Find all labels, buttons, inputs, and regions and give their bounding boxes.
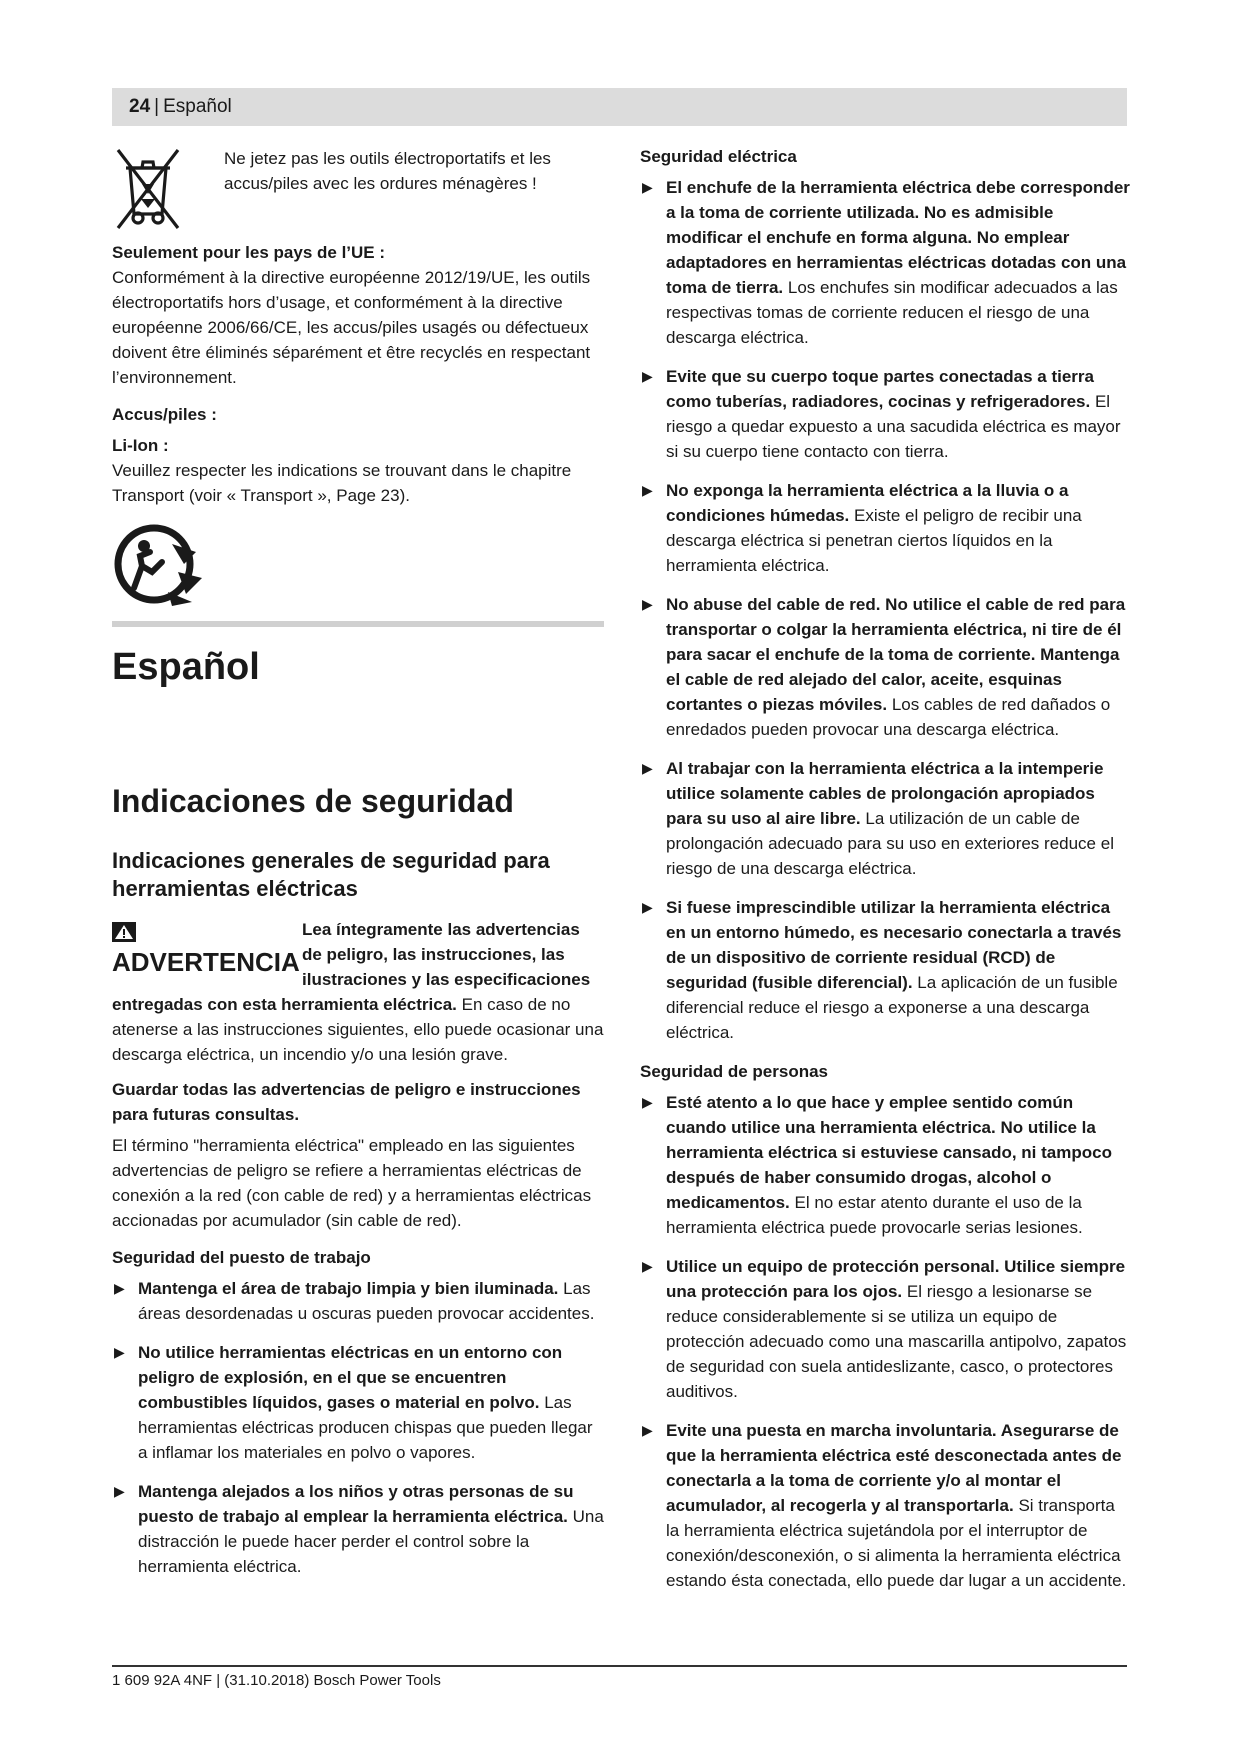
- term-definition: El término "herramienta eléctrica" empleado en las siguientes advertencias de peligro se refiere a herramientas eléctricas de conexión a la red (con cable de red) y a herramientas eléctricas accionadas por acumulador (sin cable de red).: [112, 1136, 592, 1230]
- page-number: 24: [129, 96, 151, 117]
- triangle-bullet-icon: ▶: [114, 1483, 125, 1499]
- electric-heading: Seguridad eléctrica: [640, 147, 797, 166]
- item-bold: Evite que su cuerpo toque partes conectadas a tierra como tuberías, radiadores, cocinas y refrigeradores.: [666, 367, 1094, 411]
- warning-label: ADVERTENCIA: [112, 947, 300, 977]
- item-text: La aplicación de un fusible diferencial reduce el riesgo a exponerse a una descarga eléctrica.: [666, 973, 1118, 1042]
- item-text: Las áreas desordenadas u oscuras pueden provocar accidentes.: [138, 1279, 595, 1323]
- triangle-bullet-icon: ▶: [642, 899, 653, 915]
- page-footer: 1 609 92A 4NF | (31.10.2018) Bosch Power Tools: [112, 1672, 441, 1689]
- header-separator: |: [154, 96, 160, 117]
- warning-text: En caso de no atenerse a las instrucciones siguientes, ello puede ocasionar una descarga eléctrica, un incendio y/o una lesión grave.: [112, 995, 604, 1064]
- list-item: [640, 592, 1130, 742]
- list-item: [640, 1090, 1130, 1240]
- warning-bold-text: Lea íntegramente las advertencias de peligro, las instrucciones, las ilustraciones y las especificaciones entregadas con esta herramienta eléctrica.: [112, 920, 591, 1014]
- item-bold: Mantenga alejados a los niños y otras personas de su puesto de trabajo al emplear la herramienta eléctrica.: [138, 1482, 574, 1526]
- list-item: [112, 1276, 604, 1326]
- persons-list: [640, 1090, 1130, 1593]
- item-text: El no estar atento durante el uso de la herramienta eléctrica puede provocarle serias lesiones.: [666, 1193, 1083, 1237]
- item-text: Los cables de red dañados o enredados pueden provocar una descarga eléctrica.: [666, 695, 1111, 739]
- liion-text: Veuillez respecter les indications se trouvant dans le chapitre Transport (voir « Transport », Page 23).: [112, 461, 572, 505]
- triangle-bullet-icon: ▶: [642, 596, 653, 612]
- item-bold: No utilice herramientas eléctricas en un entorno con peligro de explosión, en el que se encuentren combustibles líquidos, gases o material en polvo.: [138, 1343, 563, 1412]
- item-text: Una distracción le puede hacer perder el control sobre la herramienta eléctrica.: [138, 1507, 604, 1576]
- list-item: [640, 478, 1130, 578]
- right-column: [640, 144, 1130, 1607]
- warning-label-box: [112, 917, 300, 977]
- item-bold: Mantenga el área de trabajo limpia y bien iluminada.: [138, 1279, 559, 1298]
- triangle-bullet-icon: ▶: [642, 760, 653, 776]
- disposal-notice: Ne jetez pas les outils électroportatifs et les accus/piles avec les ordures ménagères !: [224, 149, 551, 193]
- eu-text: Conformément à la directive européenne 2012/19/UE, les outils électroportatifs hors d’usage, et conformément à la directive européenne 2006/66/CE, les accus/piles usagés ou défectueux doivent être éliminés séparément et être recyclés en respectant l’environnement.: [112, 268, 591, 387]
- triangle-bullet-icon: ▶: [642, 1258, 653, 1274]
- triangle-bullet-icon: ▶: [642, 368, 653, 384]
- crossed-out-bin-icon: [112, 144, 184, 232]
- item-bold: No abuse del cable de red. No utilice el cable de red para transportar o colgar la herramienta eléctrica, ni tire de él para sacar el enchufe de la toma de corriente. Mantenga el cable de red alejado del calor, aceite, esquinas cortantes o piezas móviles.: [666, 595, 1126, 714]
- eu-heading: Seulement pour les pays de l’UE :: [112, 243, 386, 262]
- list-item: [112, 1479, 604, 1579]
- keep-instructions: Guardar todas las advertencias de peligro e instrucciones para futuras consultas.: [112, 1080, 581, 1124]
- disposal-row: [112, 144, 604, 234]
- workplace-list: [112, 1276, 604, 1579]
- footer-divider: [112, 1665, 1127, 1667]
- electric-list: [640, 175, 1130, 1045]
- general-safety-title: Indicaciones generales de seguridad para herramientas eléctricas: [112, 848, 550, 901]
- list-item: [640, 756, 1130, 881]
- item-bold: Al trabajar con la herramienta eléctrica a la intemperie utilice solamente cables de prolongación apropiados para su uso al aire libre.: [666, 759, 1104, 828]
- liion-heading: Li-Ion :: [112, 436, 169, 455]
- item-bold: Evite una puesta en marcha involuntaria. Asegurarse de que la herramienta eléctrica esté desconectada antes de conectarla a la toma de corriente y/o al montar el acumulador, al recogerla y al transportarla.: [666, 1421, 1122, 1515]
- triangle-bullet-icon: ▶: [642, 179, 653, 195]
- item-bold: El enchufe de la herramienta eléctrica debe corresponder a la toma de corriente utilizada. No es admisible modificar el enchufe en forma alguna. No emplear adaptadores en herramientas eléctricas dotadas con una toma de tierra.: [666, 178, 1130, 297]
- item-text: Las herramientas eléctricas producen chispas que pueden llegar a inflamar los materiales en polvo o vapores.: [138, 1393, 593, 1462]
- list-item: [112, 1340, 604, 1465]
- list-item: [640, 1418, 1130, 1593]
- list-item: [640, 175, 1130, 350]
- persons-heading: Seguridad de personas: [640, 1062, 828, 1081]
- safety-title: Indicaciones de seguridad: [112, 783, 514, 819]
- triangle-bullet-icon: ▶: [642, 482, 653, 498]
- triangle-bullet-icon: ▶: [642, 1094, 653, 1110]
- item-text: Existe el peligro de recibir una descarga eléctrica si penetran ciertos líquidos en la herramienta eléctrica.: [666, 506, 1082, 575]
- item-text: El riesgo a quedar expuesto a una sacudida eléctrica es mayor si su cuerpo tiene contacto con tierra.: [666, 392, 1121, 461]
- page-header: [112, 88, 1127, 126]
- list-item: [640, 364, 1130, 464]
- list-item: [640, 1254, 1130, 1404]
- language-title: Español: [112, 646, 260, 688]
- section-divider: [112, 621, 604, 627]
- workplace-heading: Seguridad del puesto de trabajo: [112, 1248, 371, 1267]
- item-text: Los enchufes sin modificar adecuados a las respectivas tomas de corriente reducen el riesgo de una descarga eléctrica.: [666, 278, 1118, 347]
- accus-heading: Accus/piles :: [112, 405, 217, 424]
- item-text: Si transporta la herramienta eléctrica sujetándola por el interruptor de conexión/desconexión, o si alimenta la herramienta eléctrica estando ésta conectada, ello puede dar lugar a un accidente.: [666, 1496, 1127, 1590]
- item-bold: Si fuese imprescindible utilizar la herramienta eléctrica en un entorno húmedo, es necesario conectarla a través de un dispositivo de corriente residual (RCD) de seguridad (fusible diferencial).: [666, 898, 1122, 992]
- recycling-person-icon: [112, 522, 208, 606]
- item-bold: Utilice un equipo de protección personal. Utilice siempre una protección para los ojos.: [666, 1257, 1126, 1301]
- triangle-bullet-icon: ▶: [114, 1280, 125, 1296]
- item-bold: Esté atento a lo que hace y emplee sentido común cuando utilice una herramienta eléctrica. No utilice la herramienta eléctrica si estuviese cansado, ni tampoco después de haber consumido drogas, alcohol o medicamentos.: [666, 1093, 1112, 1212]
- warning-triangle-icon: [112, 922, 136, 942]
- item-bold: No exponga la herramienta eléctrica a la lluvia o a condiciones húmedas.: [666, 481, 1069, 525]
- item-text: La utilización de un cable de prolongación adecuado para su uso en exteriores reduce el riesgo de una descarga eléctrica.: [666, 809, 1114, 878]
- triangle-bullet-icon: ▶: [114, 1344, 125, 1360]
- list-item: [640, 895, 1130, 1045]
- triangle-bullet-icon: ▶: [642, 1422, 653, 1438]
- left-column: [112, 144, 604, 1593]
- item-text: El riesgo a lesionarse se reduce considerablemente si se utiliza un equipo de protección adecuado como una mascarilla antipolvo, zapatos de seguridad con suela antideslizante, casco, o protectores auditivos.: [666, 1282, 1127, 1401]
- warning-block: [112, 917, 604, 1067]
- header-language: Español: [163, 96, 232, 117]
